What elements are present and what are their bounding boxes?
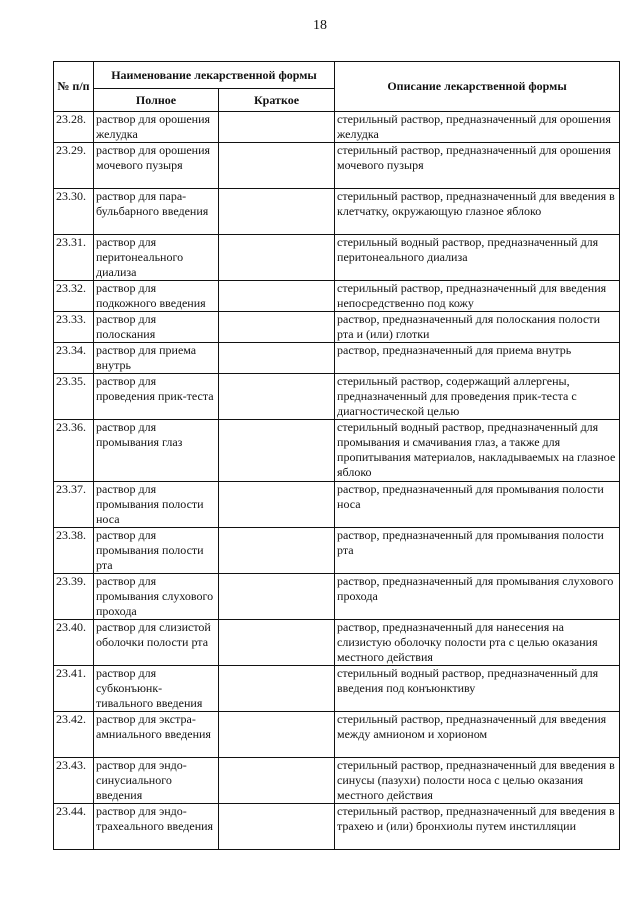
description-cell: стерильный раствор, предназначенный для орошения желудка — [335, 112, 620, 143]
header-short: Краткое — [219, 89, 335, 112]
header-full: Полное — [94, 89, 219, 112]
table-body — [54, 112, 620, 850]
table-row — [54, 112, 620, 143]
table-row — [54, 482, 620, 528]
short-name-cell — [219, 482, 335, 528]
table-row — [54, 804, 620, 850]
short-name-cell — [219, 804, 335, 850]
description-cell: стерильный раствор, предназначенный для введения в трахею и (или) бронхиолы путем инстилляции — [335, 804, 620, 850]
full-name-cell: раствор для орошения мочевого пузыря — [94, 143, 219, 189]
table-row — [54, 666, 620, 712]
description-cell: стерильный раствор, предназначенный для введения между амнионом и хорионом — [335, 712, 620, 758]
full-name-cell: раствор для промывания полости носа — [94, 482, 219, 528]
row-number-cell: 23.31. — [54, 235, 94, 281]
row-number-cell: 23.38. — [54, 528, 94, 574]
table-row — [54, 620, 620, 666]
short-name-cell — [219, 343, 335, 374]
row-number-cell: 23.29. — [54, 143, 94, 189]
short-name-cell — [219, 143, 335, 189]
short-name-cell — [219, 374, 335, 420]
full-name-cell: раствор для промывания полости рта — [94, 528, 219, 574]
table-row — [54, 420, 620, 482]
row-number-cell: 23.30. — [54, 189, 94, 235]
table-row — [54, 143, 620, 189]
full-name-cell: раствор для экстра-амниального введения — [94, 712, 219, 758]
short-name-cell — [219, 112, 335, 143]
table-row — [54, 312, 620, 343]
full-name-cell: раствор для промывания слухового прохода — [94, 574, 219, 620]
table-row — [54, 528, 620, 574]
short-name-cell — [219, 666, 335, 712]
row-number-cell: 23.34. — [54, 343, 94, 374]
row-number-cell: 23.28. — [54, 112, 94, 143]
full-name-cell: раствор для орошения желудка — [94, 112, 219, 143]
full-name-cell: раствор для эндо-синусиального введения — [94, 758, 219, 804]
description-cell: стерильный раствор, предназначенный для введения непосредственно под кожу — [335, 281, 620, 312]
description-cell: стерильный раствор, предназначенный для орошения мочевого пузыря — [335, 143, 620, 189]
header-name-group: Наименование лекарственной формы — [94, 62, 335, 89]
full-name-cell: раствор для эндо-трахеального введения — [94, 804, 219, 850]
table-row — [54, 758, 620, 804]
description-cell: стерильный раствор, содержащий аллергены, предназначенный для проведения прик-теста с диагностической целью — [335, 374, 620, 420]
row-number-cell: 23.39. — [54, 574, 94, 620]
full-name-cell: раствор для приема внутрь — [94, 343, 219, 374]
row-number-cell: 23.43. — [54, 758, 94, 804]
table-row — [54, 281, 620, 312]
header-description: Описание лекарственной формы — [335, 62, 620, 112]
row-number-cell: 23.36. — [54, 420, 94, 482]
description-cell: стерильный водный раствор, предназначенный для промывания и смачивания глаз, а также для пропитывания материалов, накладываемых на глазное яблоко — [335, 420, 620, 482]
row-number-cell: 23.44. — [54, 804, 94, 850]
row-number-cell: 23.40. — [54, 620, 94, 666]
full-name-cell: раствор для слизистой оболочки полости рта — [94, 620, 219, 666]
table-row — [54, 343, 620, 374]
full-name-cell: раствор для подкожного введения — [94, 281, 219, 312]
row-number-cell: 23.32. — [54, 281, 94, 312]
row-number-cell: 23.41. — [54, 666, 94, 712]
short-name-cell — [219, 189, 335, 235]
page-number: 18 — [313, 18, 327, 33]
full-name-cell: раствор для промывания глаз — [94, 420, 219, 482]
description-cell: раствор, предназначенный для промывания слухового прохода — [335, 574, 620, 620]
description-cell: раствор, предназначенный для полоскания полости рта и (или) глотки — [335, 312, 620, 343]
full-name-cell: раствор для пара-бульбарного введения — [94, 189, 219, 235]
description-cell: стерильный водный раствор, предназначенный для введения под конъюнктиву — [335, 666, 620, 712]
short-name-cell — [219, 312, 335, 343]
dosage-forms-table — [53, 61, 620, 850]
description-cell: стерильный раствор, предназначенный для введения в клетчатку, окружающую глазное яблоко — [335, 189, 620, 235]
row-number-cell: 23.33. — [54, 312, 94, 343]
description-cell: стерильный водный раствор, предназначенный для перитонеального диализа — [335, 235, 620, 281]
description-cell: раствор, предназначенный для нанесения на слизистую оболочку полости рта с целью оказания местного действия — [335, 620, 620, 666]
row-number-cell: 23.35. — [54, 374, 94, 420]
short-name-cell — [219, 281, 335, 312]
short-name-cell — [219, 528, 335, 574]
full-name-cell: раствор для полоскания — [94, 312, 219, 343]
table-row — [54, 574, 620, 620]
short-name-cell — [219, 574, 335, 620]
description-cell: раствор, предназначенный для промывания полости рта — [335, 528, 620, 574]
header-number: № п/п — [54, 62, 94, 112]
table-row — [54, 189, 620, 235]
full-name-cell: раствор для субконъюнк-тивального введения — [94, 666, 219, 712]
short-name-cell — [219, 420, 335, 482]
short-name-cell — [219, 235, 335, 281]
description-cell: раствор, предназначенный для промывания полости носа — [335, 482, 620, 528]
full-name-cell: раствор для перитонеального диализа — [94, 235, 219, 281]
table-row — [54, 235, 620, 281]
row-number-cell: 23.42. — [54, 712, 94, 758]
short-name-cell — [219, 712, 335, 758]
header-row-top — [54, 62, 620, 89]
table-row — [54, 374, 620, 420]
table-row — [54, 712, 620, 758]
short-name-cell — [219, 758, 335, 804]
row-number-cell: 23.37. — [54, 482, 94, 528]
description-cell: стерильный раствор, предназначенный для введения в синусы (пазухи) полости носа с целью оказания местного действия — [335, 758, 620, 804]
full-name-cell: раствор для проведения прик-теста — [94, 374, 219, 420]
description-cell: раствор, предназначенный для приема внутрь — [335, 343, 620, 374]
short-name-cell — [219, 620, 335, 666]
